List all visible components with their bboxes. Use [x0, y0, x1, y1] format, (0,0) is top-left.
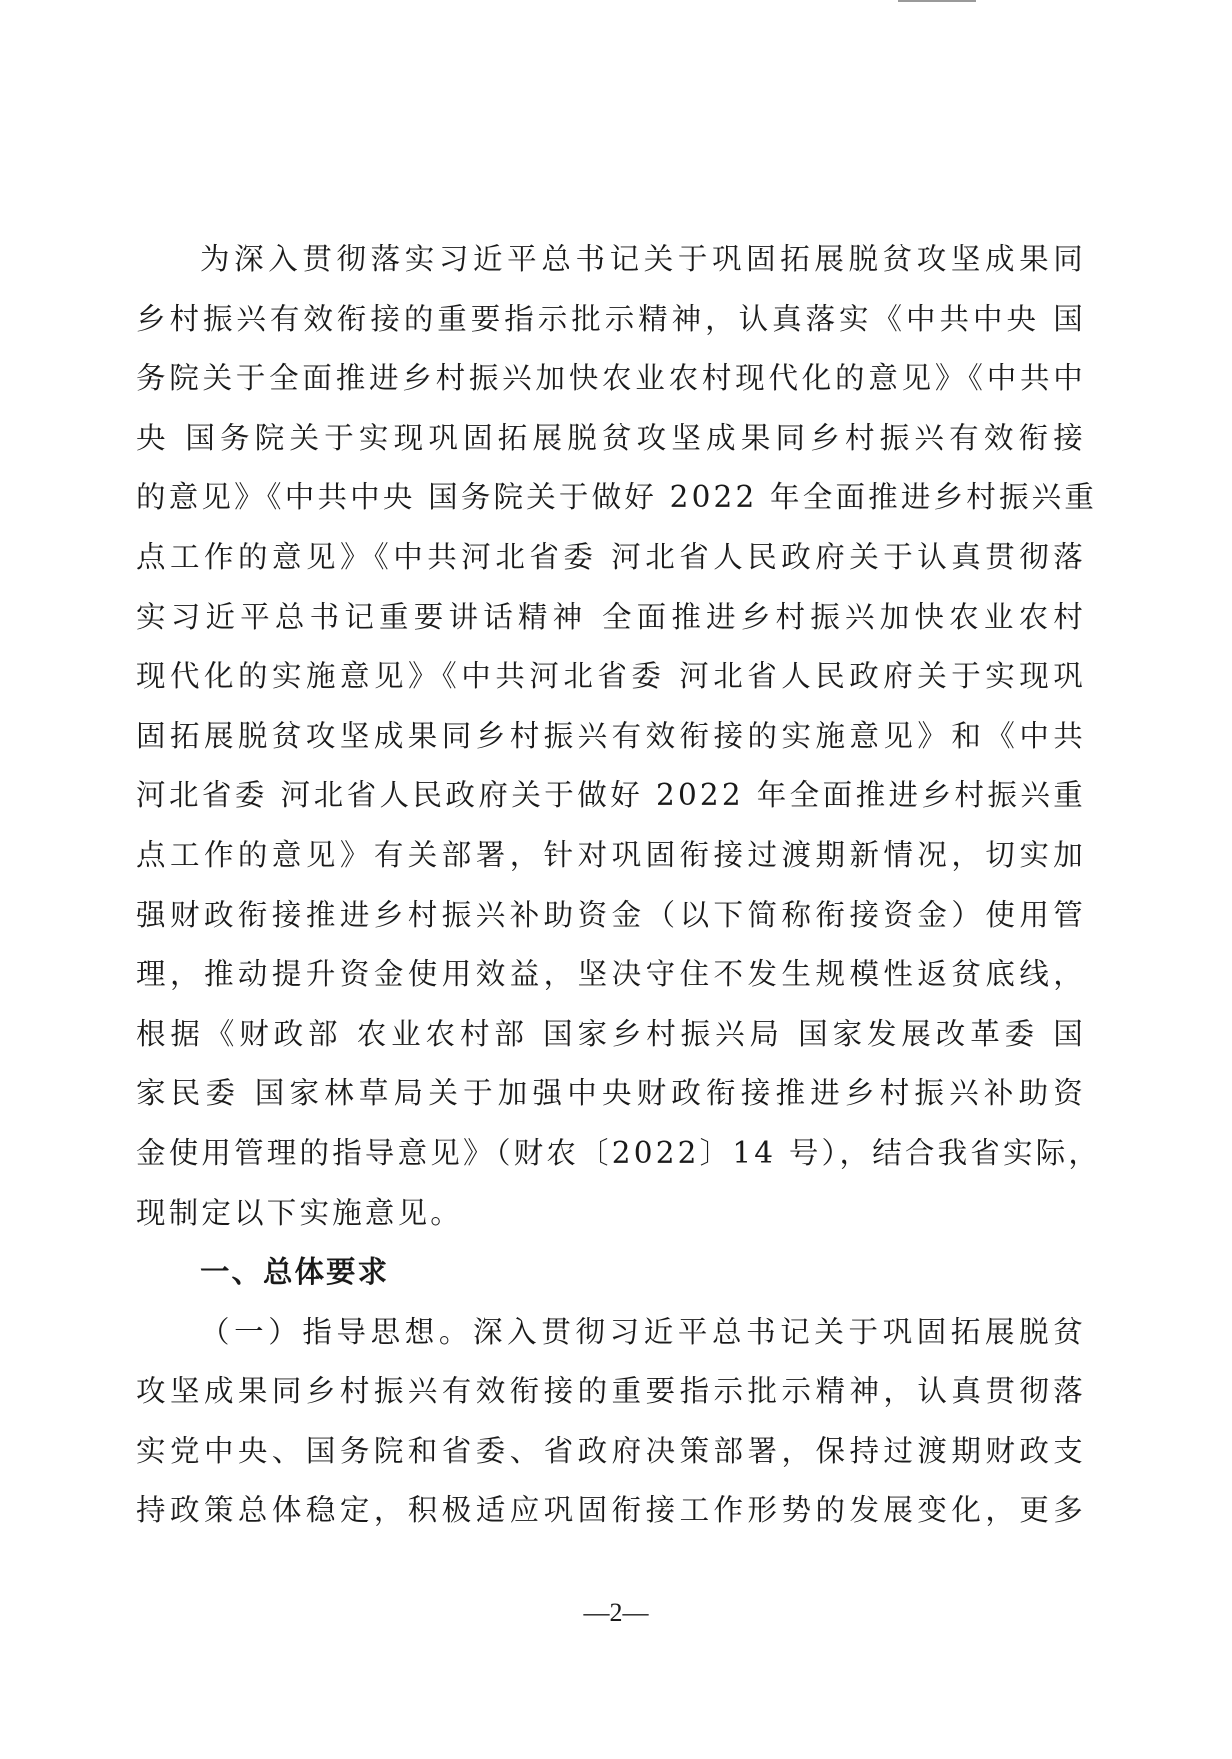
paragraph-line: （一）指导思想。深入贯彻习近平总书记关于巩固拓展脱贫: [200, 1314, 1086, 1349]
paragraph-line: 现代化的实施意见》《中共河北省委 河北省人民政府关于实现巩: [136, 659, 1086, 694]
paragraph-line: 固拓展脱贫攻坚成果同乡村振兴有效衔接的实施意见》和《中共: [136, 718, 1086, 753]
paragraph-line: 为深入贯彻落实习近平总书记关于巩固拓展脱贫攻坚成果同: [200, 242, 1086, 276]
paragraph-line: 点工作的意见》有关部署，针对巩固衔接过渡期新情况，切实加: [136, 837, 1086, 872]
document-body: [136, 230, 1102, 1541]
section-heading: 一、总体要求: [200, 1255, 390, 1290]
paragraph-line: 金使用管理的指导意见》（财农〔2022〕14 号），结合我省实际，: [136, 1135, 1102, 1170]
paragraph-line: 点工作的意见》《中共河北省委 河北省人民政府关于认真贯彻落: [136, 539, 1086, 574]
paragraph-line: 根据《财政部 农业农村部 国家乡村振兴局 国家发展改革委 国: [136, 1016, 1086, 1051]
paragraph-line: 强财政衔接推进乡村振兴补助资金（以下简称衔接资金）使用管: [136, 897, 1086, 932]
paragraph-line: 实党中央、国务院和省委、省政府决策部署，保持过渡期财政支: [136, 1433, 1086, 1468]
paragraph-line: 持政策总体稳定，积极适应巩固衔接工作形势的发展变化，更多: [136, 1493, 1086, 1528]
paragraph-line: 理，推动提升资金使用效益，坚决守住不发生规模性返贫底线，: [136, 957, 1086, 992]
paragraph-line: 河北省委 河北省人民政府关于做好 2022 年全面推进乡村振兴重: [136, 778, 1086, 813]
paragraph-line: 实习近平总书记重要讲话精神 全面推进乡村振兴加快农业农村: [136, 599, 1086, 634]
paragraph-line: 央 国务院关于实现巩固拓展脱贫攻坚成果同乡村振兴有效衔接: [136, 420, 1086, 455]
scan-edge-mark: [898, 0, 976, 2]
paragraph-line: 乡村振兴有效衔接的重要指示批示精神，认真落实《中共中央 国: [136, 301, 1086, 336]
paragraph-line: 家民委 国家林草局关于加强中央财政衔接推进乡村振兴补助资: [136, 1076, 1086, 1111]
page-number: —2—: [583, 1598, 649, 1627]
paragraph-line: 现制定以下实施意见。: [136, 1195, 464, 1230]
paragraph-line: 攻坚成果同乡村振兴有效衔接的重要指示批示精神，认真贯彻落: [136, 1374, 1086, 1409]
paragraph-line: 的意见》《中共中央 国务院关于做好 2022 年全面推进乡村振兴重: [136, 480, 1098, 515]
paragraph-line: 务院关于全面推进乡村振兴加快农业农村现代化的意见》《中共中: [136, 361, 1086, 396]
